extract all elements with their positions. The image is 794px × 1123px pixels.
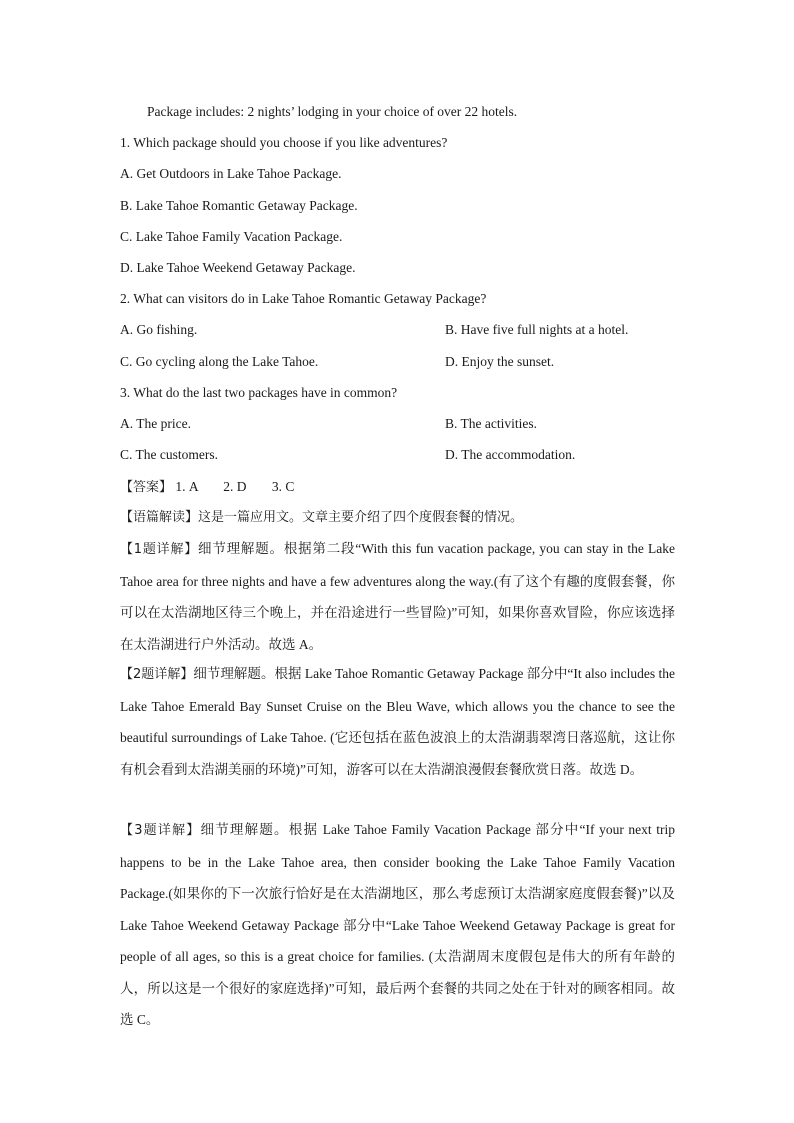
question-1-stem: 1. Which package should you choose if you like adventures? [120, 135, 448, 150]
explanation-3-label: 【3题详解】 [120, 823, 201, 838]
question-1-option-d: D. Lake Tahoe Weekend Getaway Package. [120, 260, 356, 275]
question-2-option-row-2 [120, 354, 675, 370]
answer-1: 1. A [175, 479, 198, 494]
question-3-option-a: A. The price. [120, 416, 191, 431]
explanation-1 [120, 533, 675, 660]
question-3-option-d: D. The accommodation. [445, 447, 576, 462]
explanation-2-text: 细节理解题。根据 Lake Tahoe Romantic Getaway Package 部分中“It also includes the Lake Tahoe Emerald Bay Sunset Cruise on the Bleu Wave, which allows you the chance to see the beautiful surroundings of Lake Tahoe. (它还包括在蓝色波浪上的太浩湖翡翠湾日落巡航，这让你有机会看到太浩湖美丽的环境)”可知，游客可以在太浩湖浪漫假套餐欣赏日落。故选 D。 [120, 666, 675, 777]
answer-2: 2. D [223, 479, 247, 494]
explanation-3-text: 细节理解题。根据 Lake Tahoe Family Vacation Package 部分中“If your next trip happens to be in the Lake Tahoe area, then consider booking the Lake Tahoe Family Vacation Package.(如果你的下一次旅行恰好是在太浩湖地区，那么考虑预订太浩湖家庭度假套餐)”以及 Lake Tahoe Weekend Getaway Package 部分中“Lake Tahoe Weekend Getaway Package is great for people of all ages, so this is a great choice for families. (太浩湖周末度假包是伟大的所有年龄的人，所以这是一个很好的家庭选择)”可知，最后两个套餐的共同之处在于针对的顾客相同。故选 C。 [120, 822, 675, 1027]
question-3-option-c: C. The customers. [120, 447, 218, 462]
question-2-option-row-1 [120, 322, 675, 338]
explanation-1-label: 【1题详解】 [120, 542, 199, 557]
question-1-option-a: A. Get Outdoors in Lake Tahoe Package. [120, 166, 342, 181]
question-2-stem: 2. What can visitors do in Lake Tahoe Romantic Getaway Package? [120, 291, 487, 306]
question-3-option-b: B. The activities. [445, 416, 537, 431]
question-2-option-b: B. Have five full nights at a hotel. [445, 322, 629, 337]
explanation-1-text: 细节理解题。根据第二段“With this fun vacation package, you can stay in the Lake Tahoe area for three nights and have a few adventures along the way.(有了这个有趣的度假套餐，你可以在太浩湖地区待三个晚上，并在沿途进行一些冒险)”可知，如果你喜欢冒险，你应该选择在太浩湖进行户外活动。故选 A。 [120, 541, 675, 652]
question-3-option-row-1 [120, 416, 675, 432]
question-2-option-c: C. Go cycling along the Lake Tahoe. [120, 354, 319, 369]
question-3-stem: 3. What do the last two packages have in common? [120, 385, 398, 400]
question-1-option-c: C. Lake Tahoe Family Vacation Package. [120, 229, 343, 244]
question-2-option-a: A. Go fishing. [120, 322, 198, 337]
package-intro: Package includes: 2 nights’ lodging in your choice of over 22 hotels. [147, 104, 518, 119]
explanation-2-label: 【2题详解】 [120, 667, 194, 682]
answer-label: 【答案】 [120, 480, 173, 495]
question-3-option-row-2 [120, 447, 675, 463]
question-2-option-d: D. Enjoy the sunset. [445, 354, 555, 369]
question-1-option-b: B. Lake Tahoe Romantic Getaway Package. [120, 198, 358, 213]
summary-label: 【语篇解读】 [120, 510, 199, 525]
answer-3: 3. C [271, 479, 295, 494]
summary-line [120, 510, 675, 526]
explanation-3 [120, 814, 675, 1036]
explanation-2 [120, 658, 675, 785]
answer-line [120, 479, 675, 496]
summary-text: 这是一篇应用文。文章主要介绍了四个度假套餐的情况。 [198, 510, 524, 525]
